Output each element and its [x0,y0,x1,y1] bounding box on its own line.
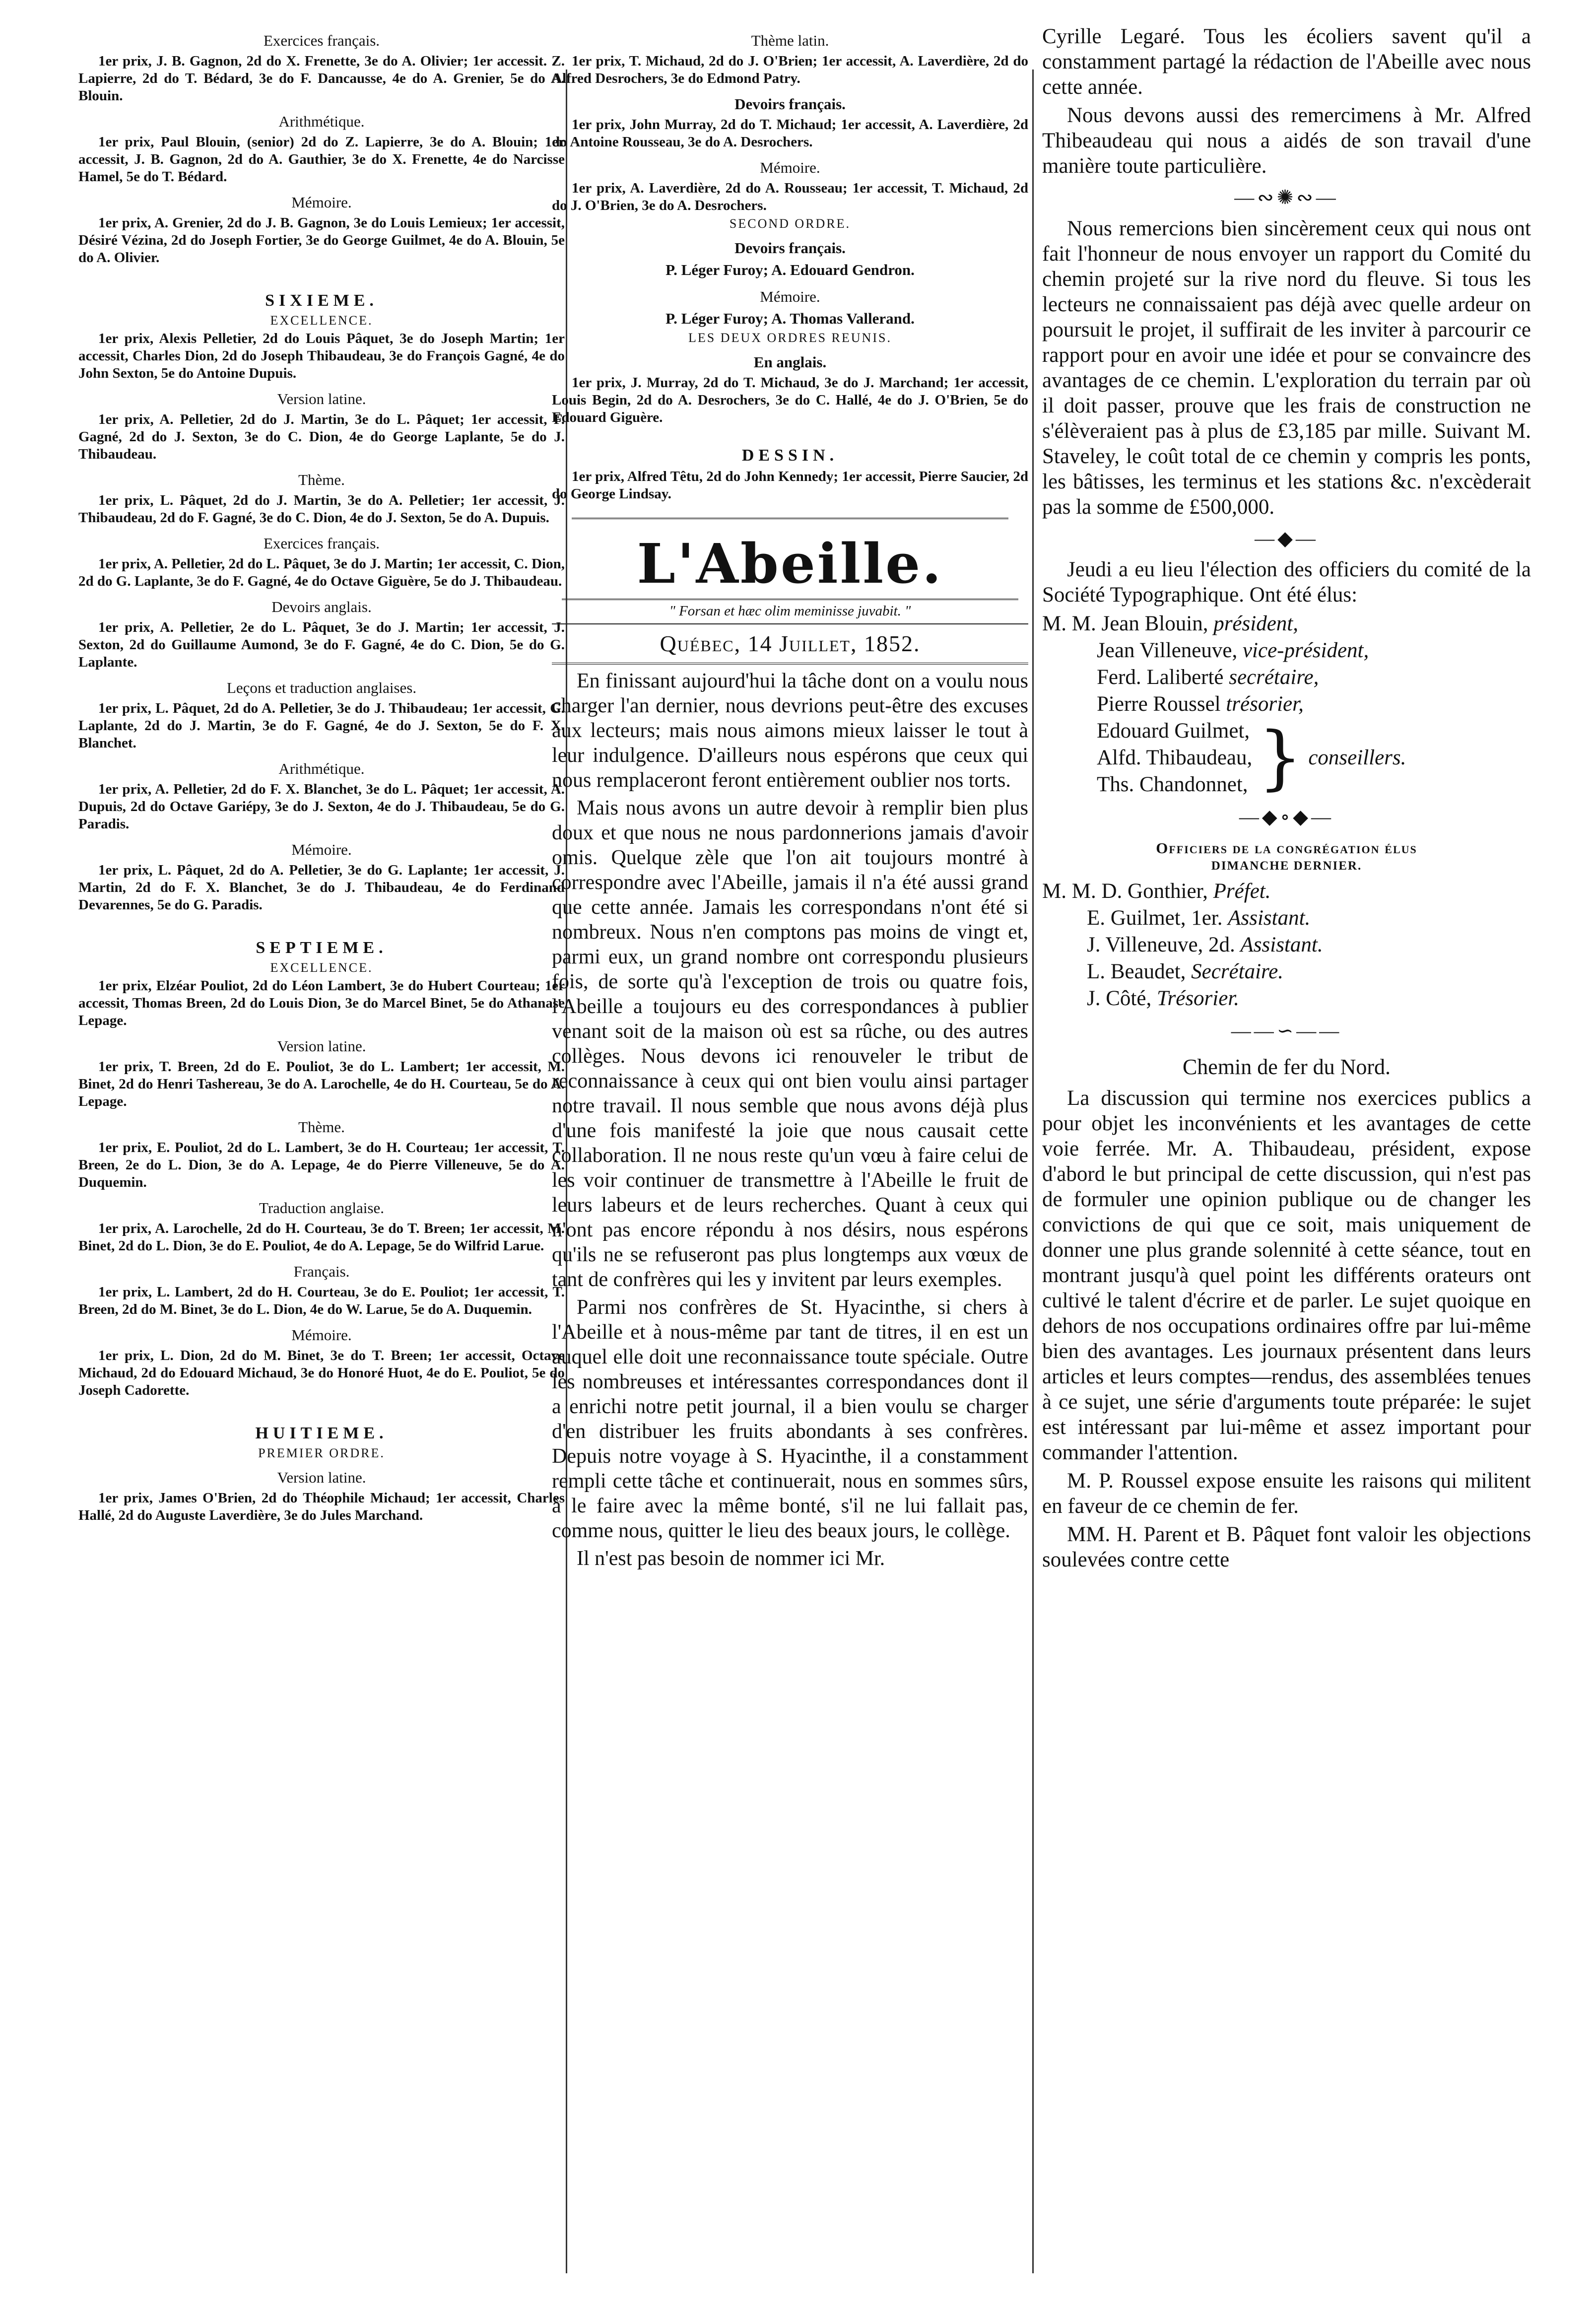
subject-heading: Thème latin. [751,32,829,49]
officer-row [1042,878,1531,905]
article-paragraph: La discussion qui termine nos exercices publics a pour objet les inconvénients et les avantages de cette voie ferrée. Mr. A. Thibaudeau, président, expose d'abord le but principal de cette discussion, qui n'est pas de formuler une opinion publique ou de changer les convictions de qui que ce soit, mais uniquement de donner une plus grande solennité à cette séance, tout en montrant jusqu'à quel point les différents orateurs ont cultivé le talent d'écrire et de parler. Le sujet quoique en dehors de nos occupations ordinaires offre par lui-même bien des avantages. Les journaux présentent dans leurs articles et leurs comptes—rendus, des assemblées tenues à ce sujet, une série d'arguments toute préparée: le sujet est intéressant par lui-même et assez important pour commander l'attention. [1042,1087,1531,1464]
order-heading: LES DEUX ORDRES REUNIS. [688,331,892,345]
order-heading: PREMIER ORDRE. [258,1446,385,1460]
deux-ordres-section [552,331,1028,426]
prize-line: P. Léger Furoy; A. Thomas Vallerand. [665,310,915,327]
subject-heading: Devoirs français. [734,239,846,257]
class-title: HUITIEME. [255,1424,388,1442]
prize-entry: 1er prix, T. Michaud, 2d do J. O'Brien; 1er accessit, A. Laverdière, 2d do Alfred Desrochers, 3e do Edmond Patry. [552,53,1028,86]
article-paragraph: M. P. Roussel expose ensuite les raisons qui militent en faveur de ce chemin de fer. [1042,1469,1531,1518]
prize-section-huitieme [78,1424,565,1524]
officer-row [1042,664,1531,691]
class-title: DESSIN. [741,446,839,465]
officer-role: Assistant. [1240,933,1323,956]
subject-heading: Mémoire. [760,288,820,305]
subject-heading: Version latine. [277,1469,366,1486]
class-title: SEPTIEME. [256,939,388,957]
officer-name: Pierre Roussel [1097,692,1221,716]
subject-heading: Version latine. [277,390,366,408]
subject-heading: Devoirs français. [734,95,846,113]
officer-row [1042,611,1531,637]
prize-entry: 1er prix, L. Pâquet, 2d do A. Pelletier, 3e do G. Laplante; 1er accessit, J. Martin, 2d do F. X. Blanchet, 3e do J. Thibaudeau, 4e do Ferdinand Devarennes, 5e do G. Paradis. [78,862,565,913]
order-heading: SECOND ORDRE. [729,216,851,231]
subject-heading: Mémoire. [291,841,352,858]
officer-role: conseillers. [1308,746,1406,769]
subject-heading: Thème. [298,471,345,488]
prize-section-cinquieme [78,32,565,267]
editorial-article [552,669,1028,1571]
subject-heading: Thème. [298,1118,345,1136]
officer-role: secrétaire, [1229,666,1319,689]
subject-heading: Exercices français. [263,32,380,49]
ornament-divider: —◆∘◆— [1239,806,1334,828]
officer-row [1042,691,1531,718]
officer-role: Trésorier. [1156,987,1240,1010]
prize-entry: 1er prix, Paul Blouin, (senior) 2d do Z. Lapierre, 3e do A. Blouin; 1er accessit, J. B. Gagnon, 2d do A. Gauthier, 3e do X. Frenette, 4e do Narcisse Hamel, 5e do T. Bédard. [78,134,565,185]
article-paragraph: Mais nous avons un autre devoir à remplir bien plus doux et que nous ne nous pardonnerions jamais d'avoir omis. Quelque zèle que l'on ait toujours montré à correspondre avec l'Abeille, jamais il n'a été aussi grand que cette année. Jamais les correspondans n'ont été si nombreux. Nous n'en comptons pas moins de vingt et, parmi eux, un grand nombre ont correspondu plusieurs fois, de sorte qu'à l'exception de trois ou quatre fois, l'Abeille a toujours eu des correspondances à publier venant soit de la maison où est sa rûche, ou des autres collèges. Nous devons ici renouveler le tribut de reconnaissance à ceux qui ont bien voulu ainsi partager notre travail. Il nous semble que nous avons déjà plus d'une fois manifesté la joie que nous causait cette collaboration. Il ne nous reste qu'un vœu à faire celui de les voir continuer de transmettre à l'Abeille le fruit de leurs labeurs et de leurs recherches. Quant à ceux qui n'ont pas encore répondu à nos désirs, nous espérons qu'ils ne se refuseront pas plus longtemps aux vœux de tant de confrères qui les y invitent par leurs exemples. [552,797,1028,1291]
article-paragraph: Cyrille Legaré. Tous les écoliers savent qu'il a constamment partagé la rédaction de l'Abeille avec nous cette année. [1042,25,1531,99]
officer-role: Secrétaire. [1191,960,1284,983]
officer-role: trésorier, [1226,692,1304,716]
prize-entry: 1er prix, Alfred Têtu, 2d do John Kennedy; 1er accessit, Pierre Saucier, 2d do George Lindsay. [552,469,1028,502]
article-paragraph: En finissant aujourd'hui la tâche dont on a voulu nous charger l'an dernier, nous devrions peut-être des excuses aux lecteurs; mais nous aimons mieux laisser le tout à leur indulgence. D'ailleurs nous espérons que ceux qui nous remplaceront feront entièrement oublier nos torts. [552,670,1028,792]
prize-entry: 1er prix, L. Dion, 2d do M. Binet, 3e do T. Breen; 1er accessit, Octave Michaud, 2d do Edouard Michaud, 3e do Honoré Huot, 4e do E. Pouliot, 5e do Joseph Cadorette. [78,1348,565,1398]
dateline: Québec, 14 Juillet, 1852. [552,623,1028,665]
article-paragraph: Il n'est pas besoin de nommer ici Mr. [577,1547,885,1570]
officer-name: Jean Villeneuve, [1097,639,1238,662]
prize-entry: 1er prix, A. Grenier, 2d do J. B. Gagnon, 3e do Louis Lemieux; 1er accessit, Désiré Vézina, 2d do Joseph Fortier, 3e do George Guilmet, 4e do A. Blouin, 5e do A. Olivier. [78,215,565,266]
subject-heading: Mémoire. [291,194,352,211]
excellence-heading: EXCELLENCE. [270,960,373,975]
typographic-officers-list [1042,611,1531,798]
subject-heading: Exercices français. [263,535,380,552]
prize-entry: 1er prix, Elzéar Pouliot, 2d do Léon Lambert, 3e do Hubert Courteau; 1er accessit, Thomas Breen, 2d do Louis Dion, 3e do Marcel Binet, 5e do Athanase Lepage. [78,978,565,1028]
column-right [1042,24,1531,2292]
column-middle [552,24,1028,2292]
prize-entry: 1er prix, A. Larochelle, 2d do H. Courteau, 3e do T. Breen; 1er accessit, M. Binet, 2d do L. Dion, 3e do E. Pouliot, 4e do A. Lepage, 5e do Wilfrid Larue. [78,1221,565,1254]
officer-row [1042,637,1531,664]
prize-entry: 1er prix, L. Pâquet, 2d do J. Martin, 3e do A. Pelletier; 1er accessit, J. Thibaudeau, 2d do F. Gagné, 3e do C. Dion, 4e do J. Sexton, 5e do A. Dupuis. [78,492,565,526]
prize-entry: 1er prix, A. Pelletier, 2e do L. Pâquet, 3e do J. Martin; 1er accessit, J. Sexton, 2d do Guillaume Aumond, 3e do F. Gagné, 4e do C. Dion, 5e do G. Laplante. [78,619,565,670]
officer-role: vice-président, [1242,639,1369,662]
subject-heading: Traduction anglaise. [259,1199,384,1217]
article-paragraph: Nous devons aussi des remercimens à Mr. Alfred Thibeaudeau qui nous a aidés de son travail d'une manière toute particulière. [1042,104,1531,178]
conseillers-group [1042,718,1531,798]
subject-heading: Leçons et traduction anglaises. [226,679,417,696]
prize-entry: 1er prix, A. Pelletier, 2d do L. Pâquet, 3e do J. Martin; 1er accessit, C. Dion, 2d do G. Laplante, 3e do F. Gagné, 4e do Octave Giguère, 5e do J. Thibaudeau. [78,556,565,589]
article-paragraph: MM. H. Parent et B. Pâquet font valoir les objections soulevées contre cette [1042,1523,1531,1571]
prize-entry: 1er prix, Alexis Pelletier, 2d do Louis Pâquet, 3e do Joseph Martin; 1er accessit, Charles Dion, 2d do Joseph Thibaudeau, 3e do François Gagné, 4e do John Sexton, 5e do Antoine Dupuis. [78,331,565,381]
column-rule-right [1032,69,1034,2273]
prize-entry: 1er prix, A. Pelletier, 2d do F. X. Blanchet, 3e do L. Pâquet; 1er accessit, A. Dupuis, 2d do Octave Gariépy, 3e do J. Sexton, 4e do J. Thibaudeau, 5e do G. Paradis. [78,781,565,832]
officer-name: J. Villeneuve, 2d. [1087,933,1235,956]
prize-entry: 1er prix, John Murray, 2d do T. Michaud; 1er accessit, A. Laverdière, 2d do Antoine Rousseau, 3e do A. Desrochers. [552,117,1028,150]
officer-name: J. Côté, [1087,987,1152,1010]
dessin-section [552,446,1028,503]
prize-entry: 1er prix, James O'Brien, 2d do Théophile Michaud; 1er accessit, Charles Hallé, 2d do Auguste Laverdière, 3e do Jules Marchand. [78,1490,565,1523]
motto: " Forsan et hæc olim meminisse juvabit. " [669,603,911,619]
prize-section-sixieme [78,291,565,914]
officer-row [1042,932,1531,958]
officer-row [1042,958,1531,985]
officer-name: M. M. Jean Blouin, [1042,612,1208,635]
masthead-title: L'Abeille. [637,532,943,596]
separator-rule [572,518,1008,519]
second-ordre-section [552,216,1028,329]
prize-entry: 1er prix, E. Pouliot, 2d do L. Lambert, 3e do H. Courteau; 1er accessit, T. Breen, 2e do L. Dion, 3e do A. Lepage, 4e do Pierre Villeneuve, 5e do A. Duquemin. [78,1140,565,1190]
article-title: Chemin de fer du Nord. [1182,1055,1391,1079]
subject-heading: Mémoire. [760,159,820,176]
ornament-divider: ——∽—— [1231,1020,1342,1042]
excellence-heading: EXCELLENCE. [270,313,373,328]
article-paragraph: Nous remercions bien sincèrement ceux qui nous ont fait l'honneur de nous envoyer un rapport du Comité du chemin projeté sur la rive nord du fleuve. Si tous les lecteurs ne connaissaient pas déjà avec quelle ardeur on poursuit le projet, il suffirait de les inviter à parcourir ce rapport pour en avoir une idée et pour se convaincre des avantages de ce chemin. L'exploration du terrain par où il doit passer, prouve que les frais de construction ne s'élèveraient pas à plus de £3,185 par mille. Suivant M. Staveley, le coût total de ce chemin y compris les ponts, les bâtisses, les terminus et les stations &c. n'excèderait pas la somme de £500,000. [1042,217,1531,519]
article-paragraph: Parmi nos confrères de St. Hyacinthe, si chers à l'Abeille et à nous-même par tant de titres, il en est un auquel elle doit une reconnaissance toute spéciale. Outre les nombreuses et intéressantes correspondances dont il a enrichi notre petit journal, il a bien voulu se charger d'en distribuer les fruits abondants à ses confrères. Depuis notre voyage à S. Hyacinthe, il a constamment rempli cette tâche et continuerait, nous en sommes sûrs, à le faire avec la même bonté, s'il ne lui fallait pas, comme nous, quitter le lieu des beaux jours, le collège. [552,1296,1028,1542]
conseillers-names [1097,718,1252,798]
officer-row [1042,985,1531,1012]
officer-role: Préfet. [1213,880,1271,903]
article-paragraph: Jeudi a eu lieu l'élection des officiers du comité de la Société Typographique. Ont été élus: [1042,558,1531,607]
prize-entry: 1er prix, T. Breen, 2d do E. Pouliot, 3e do L. Lambert; 1er accessit, M. Binet, 2d do Henri Tashereau, 3e do A. Larochelle, 4e do H. Courteau, 5e do A. Lepage. [78,1059,565,1109]
congregation-officers-list [1042,878,1531,1012]
officer-name: Ths. Chandonnet, [1097,773,1248,796]
prize-line: P. Léger Furoy; A. Edouard Gendron. [665,261,915,278]
brace-glyph: } [1258,717,1303,798]
prize-entry: 1er prix, L. Lambert, 2d do H. Courteau, 3e do E. Pouliot; 1er accessit, T. Breen, 2d do M. Binet, 3e do L. Dion, 4e do W. Larue, 5e do A. Duquemin. [78,1284,565,1317]
officer-name: Ferd. Laliberté [1097,666,1224,689]
column-left [78,24,565,2292]
ornament-divider: —◆— [1255,527,1319,549]
subject-heading: Mémoire. [291,1326,352,1344]
prize-entry: 1er prix, A. Laverdière, 2d do A. Rousseau; 1er accessit, T. Michaud, 2d do J. O'Brien, 3e do A. Desrochers. [552,180,1028,213]
subject-heading: En anglais. [753,353,827,371]
subject-heading: Version latine. [277,1037,366,1055]
prize-entry: 1er prix, J. B. Gagnon, 2d do X. Frenette, 3e do A. Olivier; 1er accessit. Z. Lapierre, 2d do T. Bédard, 3e do F. Dancausse, 4e do A. Grenier, 5e do A. Blouin. [78,53,565,104]
subject-heading: Arithmétique. [278,760,365,777]
prize-entry: 1er prix, A. Pelletier, 2d do J. Martin, 3e do L. Pâquet; 1er accessit, F. Gagné, 2d do J. Sexton, 3e do C. Dion, 4e do George Laplante, 5e do J. Thibaudeau. [78,411,565,462]
subject-heading: Français. [293,1263,350,1280]
officer-role: Assistant. [1228,906,1311,930]
prize-section-septieme [78,939,565,1399]
subject-heading: Devoirs anglais. [271,598,372,615]
prize-entry: 1er prix, J. Murray, 2d do T. Michaud, 3e do J. Marchand; 1er accessit, Louis Begin, 2d do A. Desrochers, 3e do C. Hallé, 4e do J. O'Brien, 5e do Edouard Giguère. [552,375,1028,425]
class-title: SIXIEME. [265,291,378,310]
officer-row [1042,905,1531,932]
officer-name: Alfd. Thibaudeau, [1097,746,1253,769]
prize-section-huitieme-cont [552,32,1028,214]
officer-name: E. Guilmet, 1er. [1087,906,1223,930]
prize-entry: 1er prix, L. Pâquet, 2d do A. Pelletier, 3e do J. Thibaudeau; 1er accessit, G. Laplante, 2d do J. Martin, 3e do F. Gagné, 4e do J. Sexton, 5e do F. X. Blanchet. [78,700,565,751]
congregation-heading: Officiers de la congrégation élus [1156,839,1417,857]
officer-name: Edouard Guilmet, [1097,719,1250,743]
officer-name: M. M. D. Gonthier, [1042,880,1208,903]
subject-heading: Arithmétique. [278,113,365,130]
ornament-divider: —∾✺∾— [1234,186,1339,208]
congregation-subheading: DIMANCHE DERNIER. [1211,859,1362,873]
officer-name: L. Beaudet, [1087,960,1186,983]
separator-rule [562,599,1018,600]
officer-role: président, [1213,612,1298,635]
